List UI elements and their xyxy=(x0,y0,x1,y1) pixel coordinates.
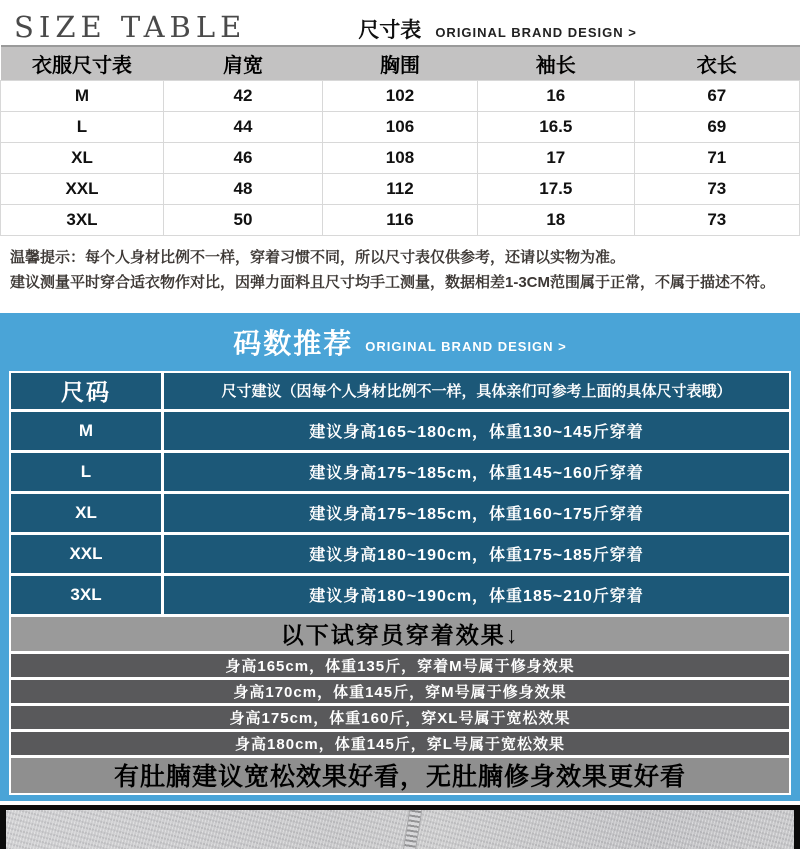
recommend-row-3xl xyxy=(11,576,789,614)
cell-length: 71 xyxy=(634,142,799,173)
cell-size: XXL xyxy=(1,173,164,204)
recommend-size-label: M xyxy=(11,412,161,450)
recommend-table xyxy=(9,371,791,795)
recommend-size-label: L xyxy=(11,453,161,491)
size-table xyxy=(0,45,800,236)
size-recommend-panel xyxy=(0,313,800,801)
cell-shoulder: 46 xyxy=(163,142,322,173)
size-table-header xyxy=(0,0,800,45)
cell-length: 67 xyxy=(634,80,799,111)
notice-line-1: 温馨提示：每个人身材比例不一样，穿着习惯不同，所以尺寸表仅供参考，还请以实物为准。 xyxy=(10,248,626,266)
recommend-size-label: XL xyxy=(11,494,161,532)
recommend-suggestion-text: 建议身高180~190cm，体重175~185斤穿着 xyxy=(164,535,789,573)
tryon-row-2: 身高170cm，体重145斤，穿M号属于修身效果 xyxy=(11,680,789,703)
cell-size: M xyxy=(1,80,164,111)
table-row-xxl xyxy=(1,173,800,204)
cell-sleeve: 17 xyxy=(477,142,634,173)
cell-chest: 112 xyxy=(322,173,477,204)
recommend-row-l xyxy=(11,453,789,491)
notice-line-2: 建议测量平时穿合适衣物作对比，因弹力面料且尺寸均手工测量，数据相差1-3CM范围属于正常，不属于描述不符。 xyxy=(10,273,776,291)
tryon-row-3: 身高175cm，体重160斤，穿XL号属于宽松效果 xyxy=(11,706,789,729)
recommend-suggestion-text: 建议身高175~185cm，体重160~175斤穿着 xyxy=(164,494,789,532)
table-row-m xyxy=(1,80,800,111)
column-header-sleeve: 袖长 xyxy=(477,46,634,80)
tryon-row-1: 身高165cm，体重135斤，穿着M号属于修身效果 xyxy=(11,654,789,677)
page-title-en: SIZE TABLE xyxy=(14,10,247,44)
column-header-length: 衣长 xyxy=(634,46,799,80)
tryon-row-4: 身高180cm，体重145斤，穿L号属于宽松效果 xyxy=(11,732,789,755)
column-header-size: 衣服尺寸表 xyxy=(1,46,164,80)
table-row-l xyxy=(1,111,800,142)
cell-sleeve: 18 xyxy=(477,204,634,235)
cell-chest: 106 xyxy=(322,111,477,142)
cell-chest: 116 xyxy=(322,204,477,235)
cell-shoulder: 42 xyxy=(163,80,322,111)
recommend-row-m xyxy=(11,412,789,450)
column-header-shoulder: 肩宽 xyxy=(163,46,322,80)
recommend-suggestion-text: 建议身高175~185cm，体重145~160斤穿着 xyxy=(164,453,789,491)
recommend-size-label: 3XL xyxy=(11,576,161,614)
size-table-header-row xyxy=(1,46,800,80)
table-row-3xl xyxy=(1,204,800,235)
warm-notice xyxy=(0,236,800,313)
recommend-row-xl xyxy=(11,494,789,532)
cell-size: XL xyxy=(1,142,164,173)
recommend-header-row xyxy=(11,373,789,409)
brand-tag: ORIGINAL BRAND DESIGN > xyxy=(365,339,567,354)
column-header-chest: 胸围 xyxy=(322,46,477,80)
recommend-row-xxl xyxy=(11,535,789,573)
cell-chest: 108 xyxy=(322,142,477,173)
recommend-size-label: XXL xyxy=(11,535,161,573)
cell-shoulder: 48 xyxy=(163,173,322,204)
fabric-photo xyxy=(0,805,800,849)
cell-size: 3XL xyxy=(1,204,164,235)
recommend-title-cn: 码数推荐 xyxy=(233,327,354,359)
cell-shoulder: 50 xyxy=(163,204,322,235)
recommend-title xyxy=(9,313,791,371)
recommend-suggestion-text: 建议身高165~180cm，体重130~145斤穿着 xyxy=(164,412,789,450)
cell-length: 69 xyxy=(634,111,799,142)
cell-sleeve: 16 xyxy=(477,80,634,111)
brand-tag: ORIGINAL BRAND DESIGN > xyxy=(435,25,637,40)
cell-length: 73 xyxy=(634,204,799,235)
tryon-section-title: 以下试穿员穿着效果↓ xyxy=(11,617,789,651)
table-row-xl xyxy=(1,142,800,173)
cell-shoulder: 44 xyxy=(163,111,322,142)
cell-size: L xyxy=(1,111,164,142)
cell-sleeve: 16.5 xyxy=(477,111,634,142)
cell-chest: 102 xyxy=(322,80,477,111)
tryon-footer-note: 有肚腩建议宽松效果好看，无肚腩修身效果更好看 xyxy=(11,758,789,793)
fabric-seam xyxy=(400,805,424,849)
recommend-suggestion-text: 建议身高180~190cm，体重185~210斤穿着 xyxy=(164,576,789,614)
recommend-header-suggestion: 尺寸建议（因每个人身材比例不一样，具体亲们可参考上面的具体尺寸表哦） xyxy=(164,373,789,409)
cell-length: 73 xyxy=(634,173,799,204)
page-title-cn: 尺寸表 xyxy=(358,18,422,42)
recommend-header-size: 尺码 xyxy=(11,373,161,409)
cell-sleeve: 17.5 xyxy=(477,173,634,204)
